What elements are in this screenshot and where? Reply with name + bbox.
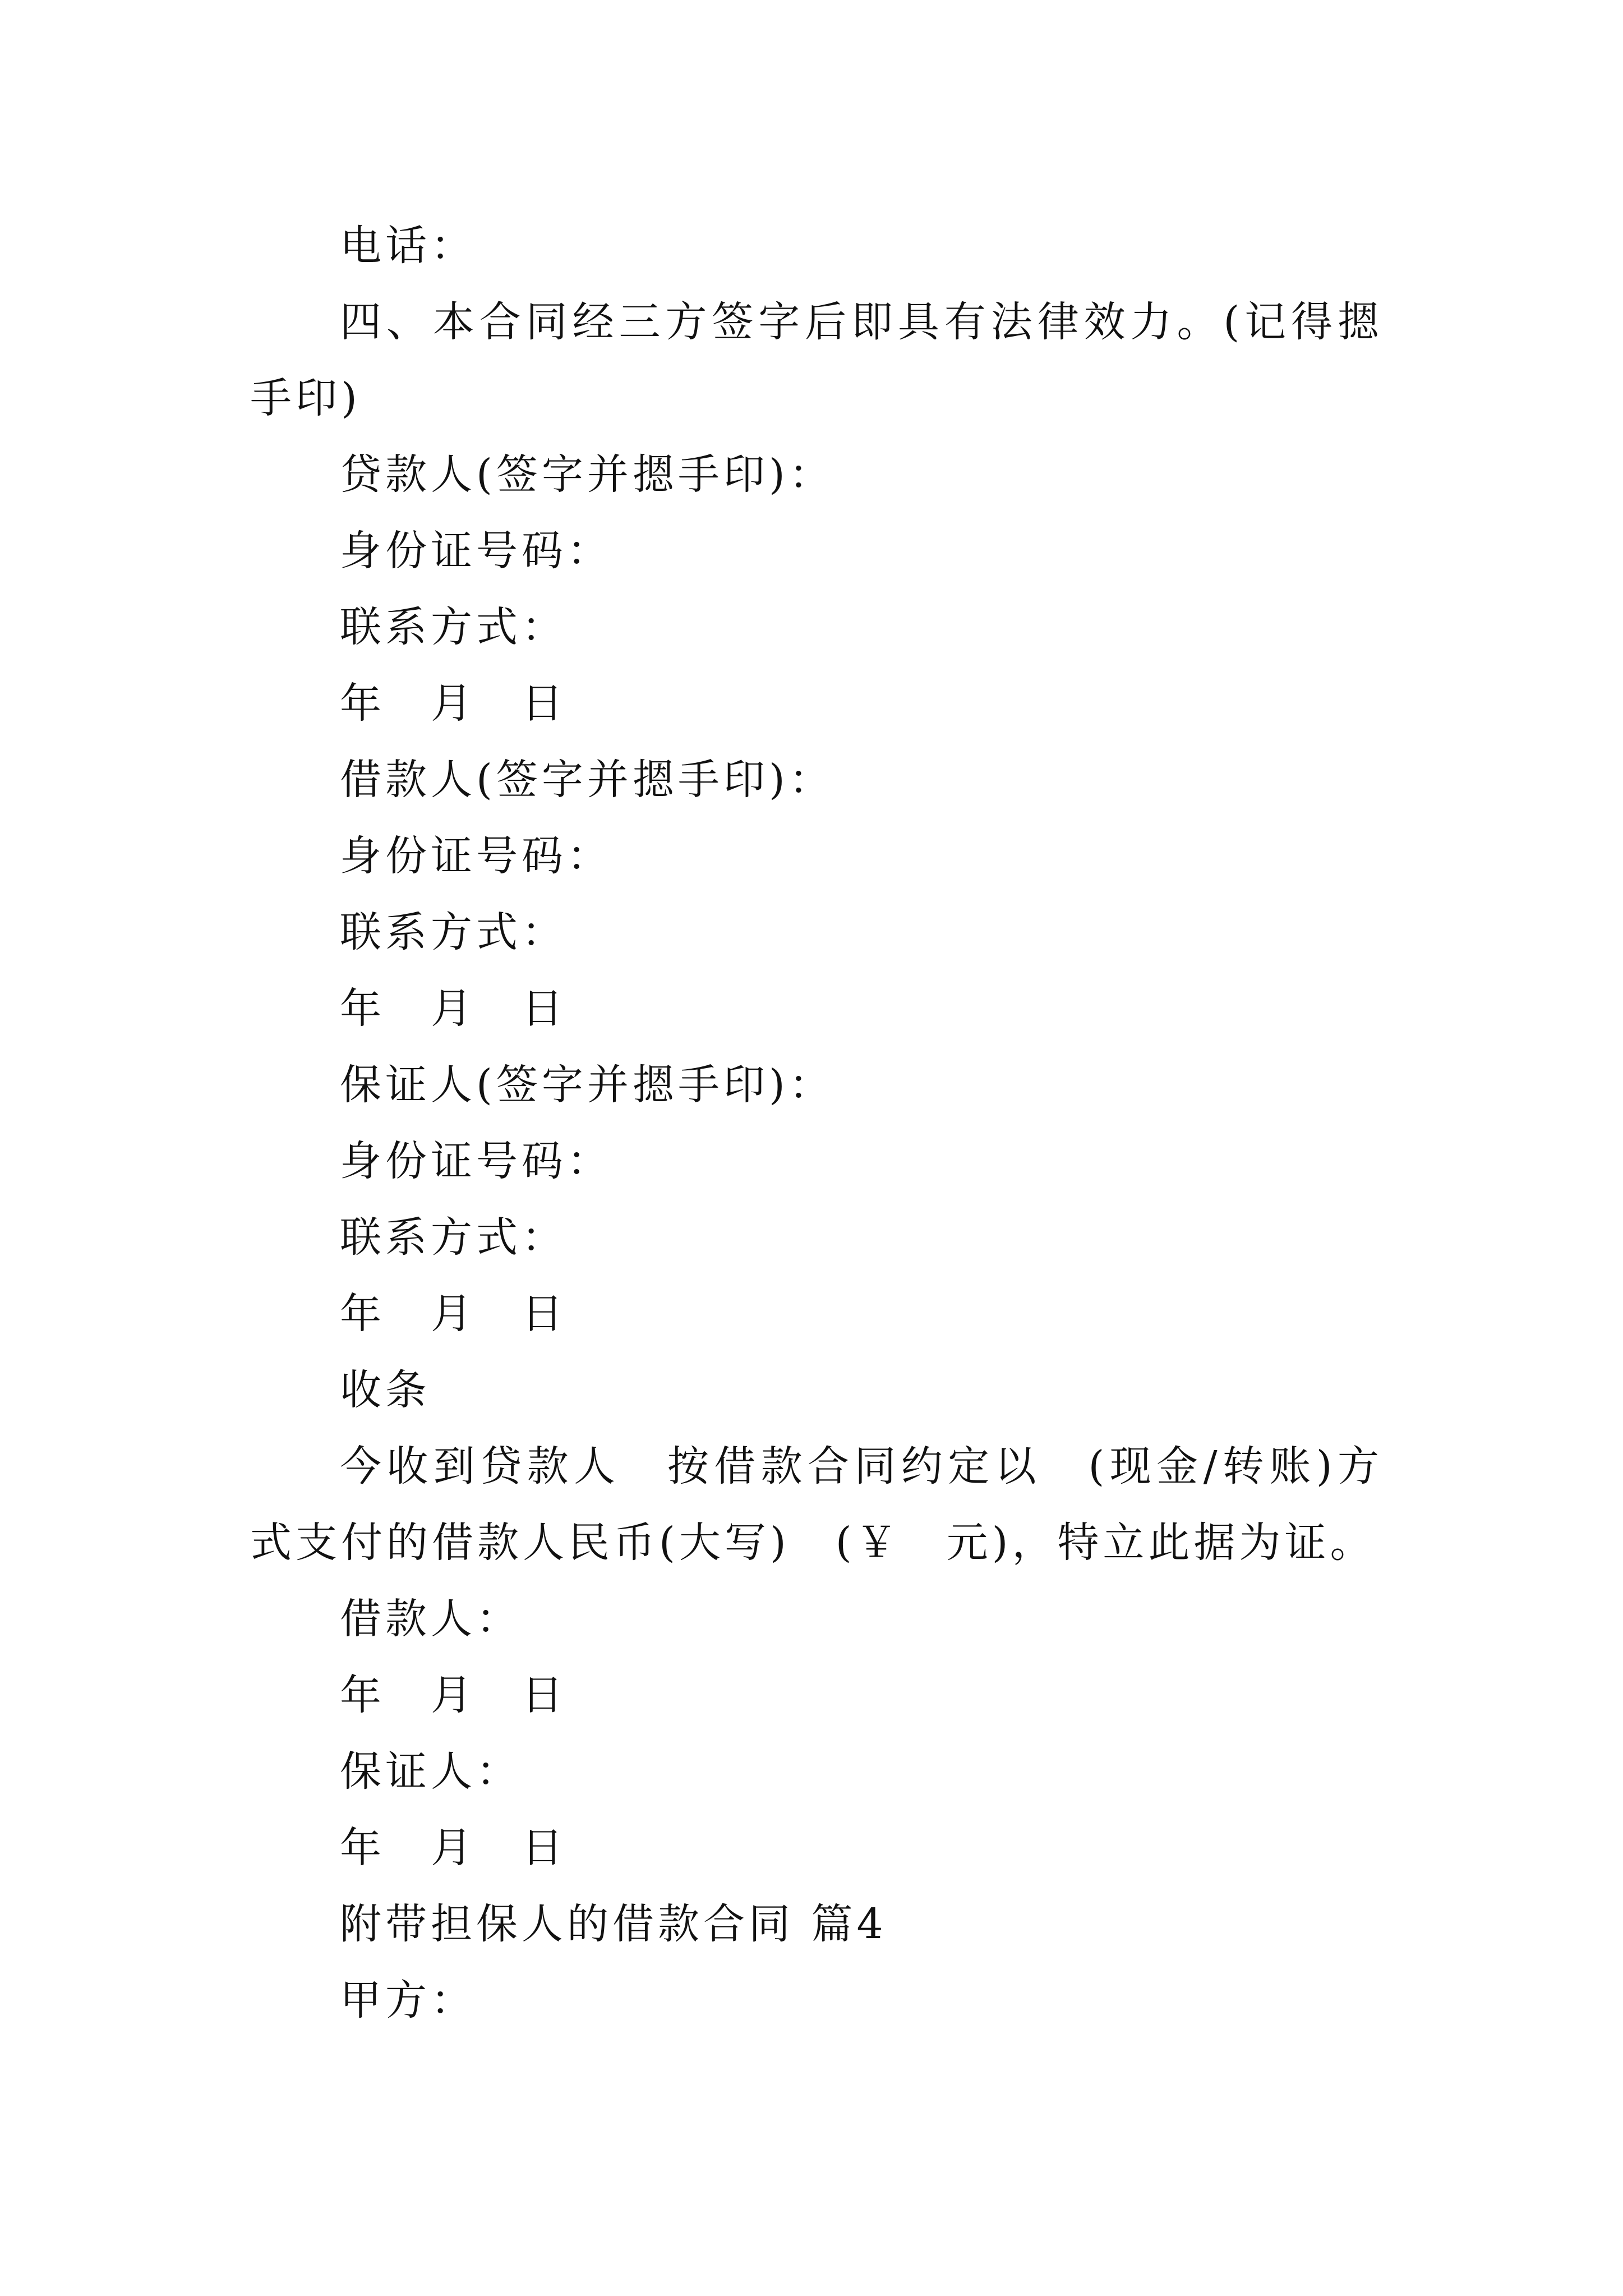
lender-date-line: 年 月 日 (340, 679, 567, 728)
document-body (250, 208, 1383, 2039)
lender-id-number-line: 身份证号码： (340, 527, 612, 575)
guarantor-signature-line: 保证人(签字并摁手印)： (340, 1061, 834, 1109)
receipt-guarantor-date-line: 年 月 日 (340, 1824, 567, 1872)
borrower-date-line: 年 月 日 (340, 984, 567, 1033)
guarantor-id-number-line: 身份证号码： (340, 1137, 612, 1185)
borrower-id-number-line: 身份证号码： (340, 832, 612, 880)
receipt-borrower-line: 借款人： (340, 1595, 522, 1643)
guarantor-date-line: 年 月 日 (340, 1290, 567, 1338)
receipt-borrower-date-line: 年 月 日 (340, 1671, 567, 1719)
lender-signature-line: 贷款人(签字并摁手印)： (340, 450, 834, 499)
guarantor-contact-line: 联系方式： (340, 1213, 567, 1262)
receipt-heading: 收条 (340, 1366, 431, 1414)
borrower-contact-line: 联系方式： (340, 908, 567, 956)
lender-contact-line: 联系方式： (340, 603, 567, 651)
party-a-line: 甲方： (340, 1976, 476, 2024)
clause-four: 四、本合同经三方签字后即具有法律效力。(记得摁手印) (250, 298, 1383, 422)
borrower-signature-line: 借款人(签字并摁手印)： (340, 756, 834, 804)
section-title: 附带担保人的借款合同 篇4 (340, 1900, 887, 1948)
receipt-guarantor-line: 保证人： (340, 1747, 522, 1796)
receipt-body: 今收到贷款人 按借款合同约定以 (现金/转账)方式支付的借款人民币(大写) (￥ 元)，特立此据为证。 (250, 1442, 1383, 1567)
phone-line: 电话： (340, 222, 476, 270)
